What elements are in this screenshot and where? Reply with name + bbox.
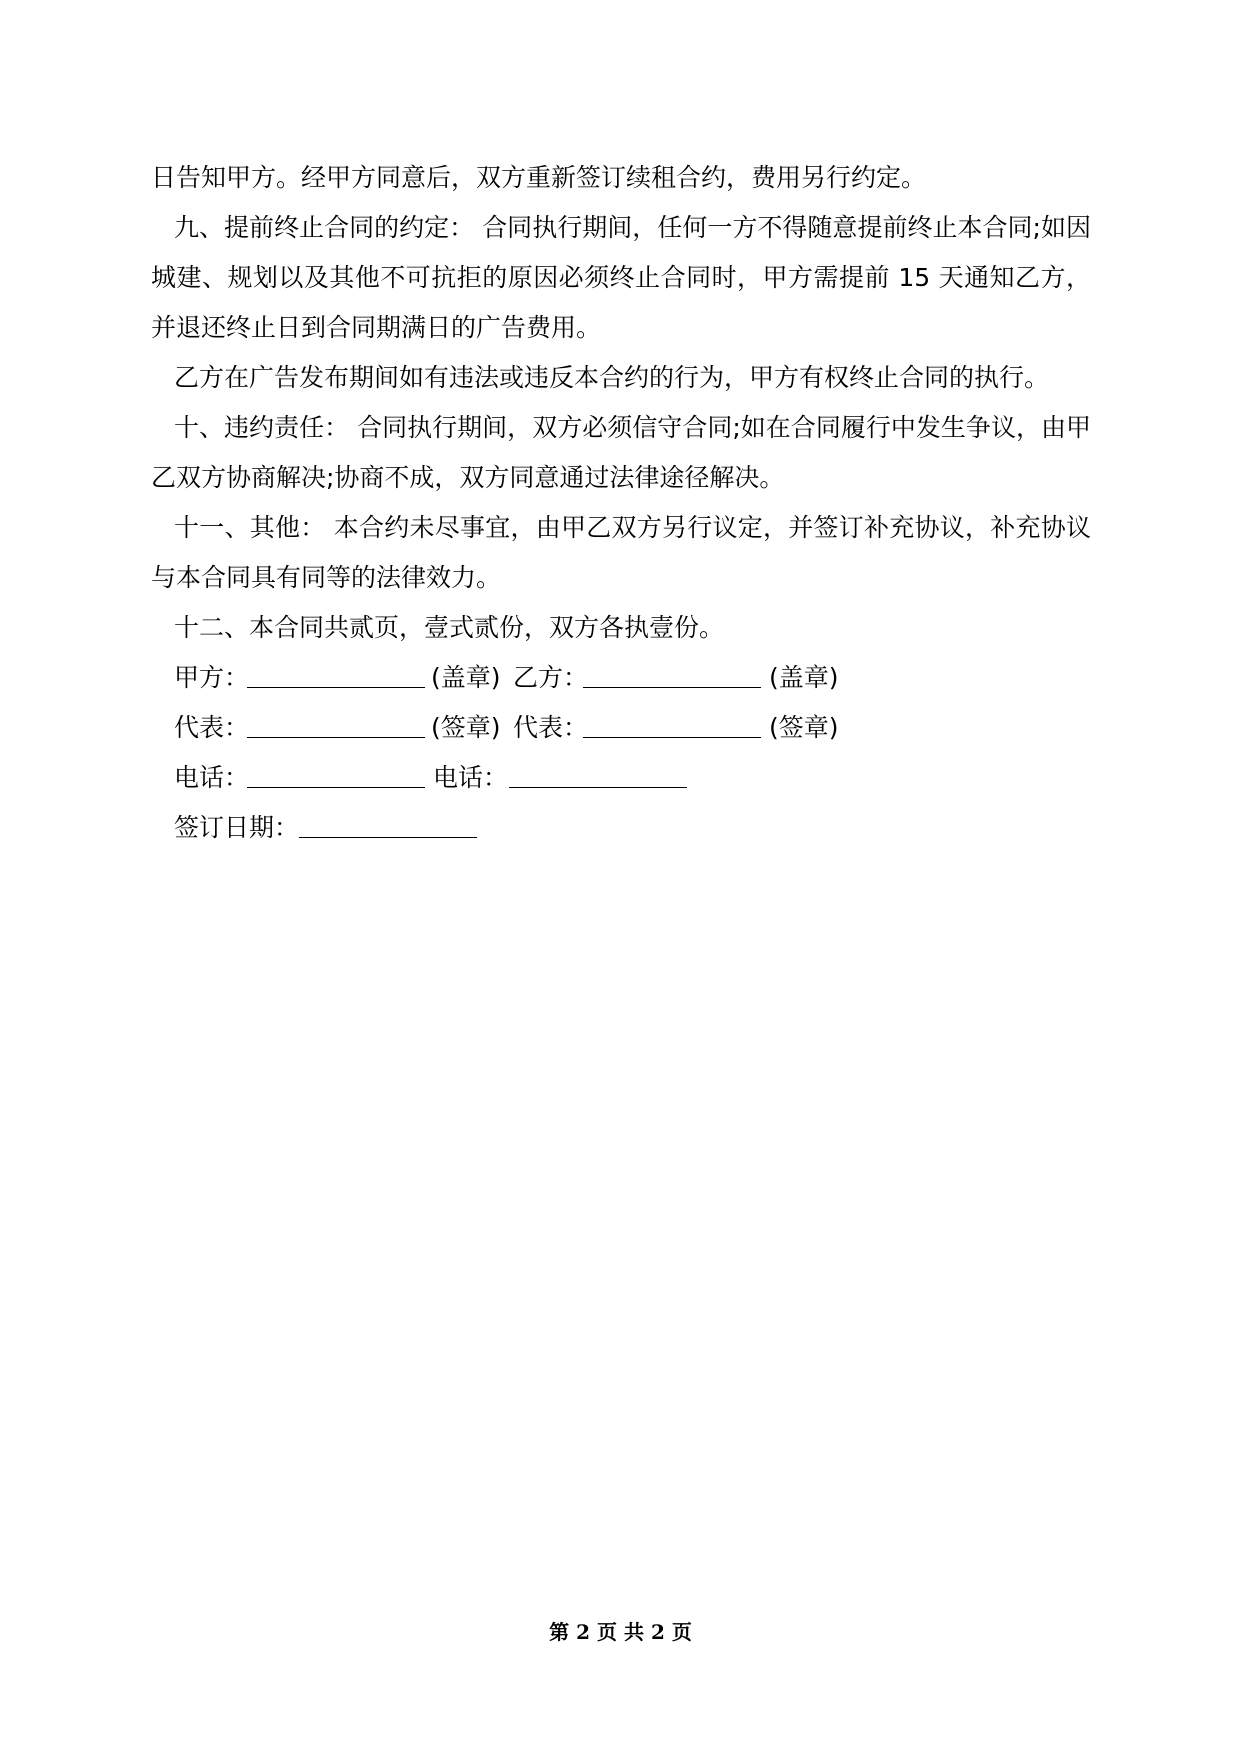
party-a-blank	[247, 653, 425, 688]
party-b-seal-note: (盖章)	[769, 663, 839, 692]
paragraph-other-terms: 十一、其他： 本合约未尽事宜，由甲乙双方另行议定，并签订补充协议，补充协议与本合同具有同等的法律效力。	[151, 513, 1091, 592]
rep-a-blank	[247, 703, 425, 738]
paragraph-renewal-tail: 日告知甲方。经甲方同意后，双方重新签订续租合约，费用另行约定。	[151, 163, 927, 192]
phone-a-label: 电话：	[174, 763, 250, 792]
party-b-label: 乙方：	[513, 663, 589, 692]
paragraph-early-termination: 九、提前终止合同的约定： 合同执行期间，任何一方不得随意提前终止本合同;如因城建、规划以及其他不可抗拒的原因必须终止合同时，甲方需提前 15 天通知乙方，并退还终止日到合同期满日的广告费用。	[151, 213, 1091, 342]
signature-row-representatives	[151, 703, 1091, 753]
paragraph-copies: 十二、本合同共贰页，壹式贰份，双方各执壹份。	[174, 613, 725, 642]
signature-row-date	[151, 803, 1091, 853]
signature-row-parties	[151, 653, 1091, 703]
contract-body	[151, 153, 1091, 853]
rep-b-blank	[583, 703, 761, 738]
sign-date-label: 签订日期：	[174, 813, 300, 842]
party-a-label: 甲方：	[174, 663, 250, 692]
party-a-seal-note: (盖章)	[431, 663, 501, 692]
phone-b-blank	[509, 753, 687, 788]
paragraph-violation-termination: 乙方在广告发布期间如有违法或违反本合约的行为，甲方有权终止合同的执行。	[174, 363, 1050, 392]
paragraph-breach-liability: 十、违约责任： 合同执行期间，双方必须信守合同;如在合同履行中发生争议，由甲乙双方协商解决;协商不成，双方同意通过法律途径解决。	[151, 413, 1091, 492]
phone-a-blank	[247, 753, 425, 788]
rep-b-sign-note: (签章)	[769, 713, 839, 742]
phone-b-label: 电话：	[433, 763, 509, 792]
rep-a-label: 代表：	[174, 713, 250, 742]
signature-row-phones	[151, 753, 1091, 803]
party-b-blank	[583, 653, 761, 688]
page-number-footer: 第 2 页 共 2 页	[549, 1620, 692, 1644]
rep-a-sign-note: (签章)	[431, 713, 501, 742]
rep-b-label: 代表：	[513, 713, 589, 742]
sign-date-blank	[299, 803, 477, 838]
